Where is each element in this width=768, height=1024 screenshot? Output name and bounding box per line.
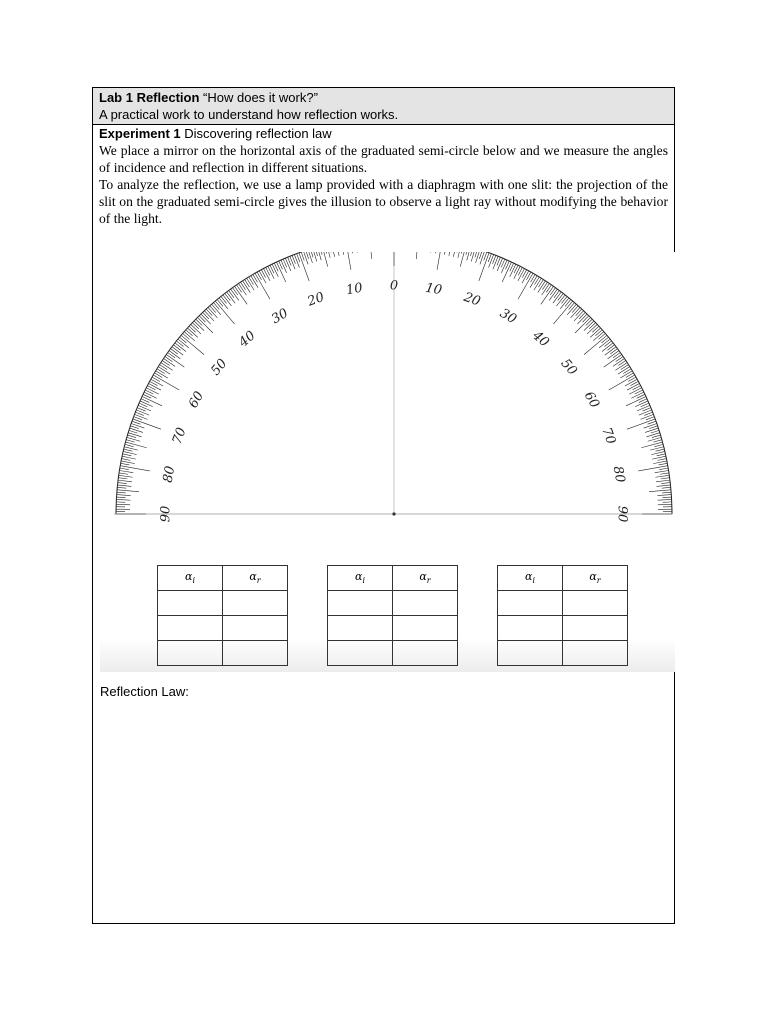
tick-mark (117, 490, 139, 492)
tick-mark (467, 252, 471, 260)
tick-mark (299, 253, 309, 281)
tick-mark (146, 388, 158, 394)
tick-mark (627, 419, 655, 429)
alpha-i-header: $\alpha_i$ (158, 566, 223, 591)
tick-mark (572, 306, 578, 313)
protractor-label: 40 (529, 328, 552, 351)
tick-mark (253, 274, 258, 282)
tick-mark (638, 466, 668, 471)
tick-mark (565, 299, 571, 306)
tick-mark (471, 252, 475, 262)
tick-mark (118, 478, 127, 479)
tick-mark (576, 309, 582, 316)
tick-mark (127, 435, 136, 438)
alpha-r-header: $\alpha_r$ (223, 566, 288, 591)
tick-mark (558, 293, 563, 300)
tick-mark (431, 252, 433, 253)
tick-mark (657, 485, 671, 486)
measurement-table-3 (497, 565, 628, 666)
tick-mark (613, 353, 620, 358)
tick-mark (526, 272, 530, 280)
tick-mark (542, 282, 547, 290)
tick-mark (639, 410, 652, 415)
table-cell[interactable] (328, 641, 393, 666)
tick-mark (121, 461, 135, 464)
tick-mark (479, 252, 482, 259)
tick-mark (655, 471, 669, 473)
tick-mark (317, 252, 321, 260)
alpha-i-header: $\alpha_i$ (328, 566, 393, 591)
table-cell[interactable] (393, 641, 458, 666)
tick-mark (657, 495, 671, 496)
tick-mark (561, 296, 567, 303)
tick-mark (569, 303, 575, 310)
tick-mark (645, 428, 658, 432)
tick-mark (514, 266, 520, 278)
tick-mark (122, 456, 136, 459)
tick-mark (510, 264, 516, 277)
protractor-diagram (100, 252, 675, 552)
tick-mark (659, 463, 668, 465)
tick-mark (249, 277, 254, 285)
tick-mark (627, 383, 639, 390)
tick-mark (595, 330, 602, 336)
tick-mark (233, 288, 238, 295)
tick-mark (125, 444, 134, 446)
tick-mark (658, 499, 672, 500)
tick-mark (197, 317, 213, 333)
protractor-label: 10 (424, 280, 444, 299)
tick-mark (351, 252, 353, 253)
tick-mark (502, 262, 511, 282)
tick-mark (658, 459, 667, 461)
lab-question: “How does it work?” (203, 90, 318, 105)
tick-mark (119, 475, 133, 477)
tick-mark (501, 260, 507, 273)
tick-mark (206, 309, 212, 316)
tick-mark (229, 291, 234, 298)
tick-mark (320, 252, 322, 255)
tick-mark (157, 369, 165, 374)
tick-mark (599, 333, 606, 339)
tick-mark (285, 258, 290, 271)
tick-mark (294, 254, 299, 267)
tick-mark (120, 466, 150, 471)
tick-mark (449, 252, 452, 256)
tick-mark (493, 256, 498, 269)
tick-mark (315, 252, 318, 256)
tick-mark (584, 335, 607, 354)
tick-mark (662, 492, 671, 493)
protractor-label: 20 (461, 289, 483, 310)
experiment-paragraph-2: To analyze the reflection, we use a lamp provided with a diaphragm with one slit: the projection of the slit on the graduated semi-circle gives the illusion to observe a light ray without modifying the behavior of the light. (99, 177, 668, 226)
tick-mark (241, 282, 246, 290)
tick-mark (268, 266, 274, 278)
protractor-label: 70 (169, 425, 190, 447)
tick-mark (118, 485, 132, 486)
tick-mark (416, 252, 418, 259)
tick-mark (154, 373, 162, 378)
tick-mark (470, 252, 473, 256)
tick-mark (621, 365, 629, 370)
tick-mark (651, 430, 660, 433)
tick-mark (661, 483, 670, 484)
tick-mark (168, 353, 175, 358)
measurement-table-2 (327, 565, 458, 666)
tick-mark (290, 256, 295, 269)
protractor-label: 80 (160, 464, 179, 484)
tick-mark (117, 487, 126, 488)
experiment-title: Discovering reflection law (184, 126, 332, 141)
tick-mark (117, 495, 131, 496)
tick-mark (659, 468, 668, 469)
tick-mark (586, 319, 592, 325)
tick-mark (355, 252, 357, 253)
tick-mark (263, 269, 270, 281)
tick-mark (215, 301, 234, 324)
tick-mark (125, 442, 146, 448)
tick-mark (322, 252, 328, 267)
tick-mark (602, 337, 609, 343)
protractor-label: 60 (580, 389, 603, 411)
tick-mark (640, 414, 653, 419)
tick-mark (245, 280, 250, 288)
tick-mark (134, 414, 147, 419)
alpha-i-header: $\alpha_i$ (498, 566, 563, 591)
tick-mark (237, 285, 242, 292)
tick-mark (331, 252, 334, 257)
tick-mark (631, 392, 644, 398)
tick-mark (623, 369, 631, 374)
table-cell[interactable] (563, 591, 628, 616)
tick-mark (142, 397, 162, 406)
table-cell[interactable] (498, 591, 563, 616)
table-cell[interactable] (223, 616, 288, 641)
tick-mark (336, 252, 339, 256)
table-cell[interactable] (223, 591, 288, 616)
alpha-r-header: $\alpha_r$ (393, 566, 458, 591)
tick-mark (661, 478, 670, 479)
tick-mark (257, 272, 261, 280)
tick-mark (546, 285, 551, 292)
experiment-section (99, 125, 668, 227)
table-cell[interactable] (498, 616, 563, 641)
tick-mark (120, 468, 129, 469)
tick-mark (217, 299, 223, 306)
table-cell[interactable] (393, 591, 458, 616)
tick-mark (221, 296, 227, 303)
tick-mark (277, 262, 286, 282)
table-cell[interactable] (158, 616, 223, 641)
protractor-label: 90 (614, 505, 630, 523)
tick-mark (306, 252, 309, 259)
protractor-figure (100, 252, 675, 672)
tick-mark (652, 456, 666, 459)
tick-mark (453, 252, 456, 257)
tick-mark (662, 487, 671, 488)
table-cell[interactable] (328, 616, 393, 641)
tick-mark (310, 252, 313, 257)
tick-mark (461, 252, 463, 254)
tick-mark (660, 473, 669, 474)
protractor-label: 30 (497, 305, 519, 328)
tick-mark (484, 252, 487, 260)
tick-mark (128, 433, 141, 437)
protractor-label: 90 (158, 505, 174, 523)
tick-mark (497, 258, 502, 271)
tick-mark (458, 252, 461, 258)
tick-mark (126, 440, 135, 442)
table-cell[interactable] (158, 641, 223, 666)
tick-mark (646, 433, 659, 437)
tick-mark (653, 440, 662, 442)
table-cell[interactable] (393, 616, 458, 641)
tick-mark (657, 454, 666, 456)
tick-mark (199, 316, 205, 322)
tick-mark (133, 419, 161, 429)
tick-mark (618, 361, 626, 366)
tick-mark (626, 373, 634, 378)
tick-mark (550, 288, 555, 295)
tick-mark (479, 253, 489, 281)
tick-mark (607, 345, 614, 350)
tick-mark (119, 471, 133, 473)
tick-mark (210, 306, 216, 313)
tick-mark (370, 252, 372, 259)
tick-mark (637, 405, 650, 410)
tick-mark (117, 497, 126, 498)
tick-mark (535, 277, 540, 285)
tick-mark (444, 252, 447, 255)
tick-mark (583, 316, 589, 322)
tick-mark (655, 475, 669, 477)
tick-mark (130, 426, 139, 429)
tick-mark (189, 326, 196, 332)
tick-mark (626, 397, 646, 406)
tick-mark (652, 435, 661, 438)
protractor-label: 40 (236, 328, 259, 351)
tick-mark (136, 410, 149, 415)
tick-mark (281, 260, 287, 273)
tick-mark (179, 337, 186, 343)
tick-mark (605, 341, 612, 347)
tick-mark (654, 444, 663, 446)
lab-subtitle: A practical work to understand how reflection works. (99, 107, 399, 122)
tick-mark (116, 499, 130, 500)
tick-mark (183, 333, 190, 339)
tick-mark (539, 280, 544, 288)
tick-mark (225, 293, 230, 300)
protractor-label: 0 (389, 278, 399, 294)
tick-mark (129, 430, 138, 433)
table-cell[interactable] (563, 616, 628, 641)
tick-mark (437, 252, 442, 270)
tick-mark (117, 492, 126, 493)
protractor-label: 50 (557, 356, 580, 379)
tick-mark (171, 349, 178, 354)
center-point (392, 512, 395, 515)
protractor-label: 70 (598, 425, 619, 447)
tick-mark (192, 323, 199, 329)
tick-mark (648, 421, 656, 424)
tick-mark (629, 388, 641, 394)
tick-mark (121, 463, 130, 465)
tick-mark (122, 459, 131, 461)
tick-mark (663, 497, 672, 498)
tick-mark (644, 423, 657, 428)
protractor-label: 60 (185, 389, 208, 411)
tick-mark (144, 392, 157, 398)
tick-mark (324, 252, 326, 254)
tick-mark (313, 252, 317, 262)
alpha-r-header: $\alpha_r$ (563, 566, 628, 591)
tick-mark (466, 252, 468, 255)
tick-mark (152, 377, 160, 381)
tick-mark (346, 252, 351, 270)
tick-mark (173, 345, 180, 350)
tick-mark (327, 252, 330, 258)
tick-mark (303, 252, 308, 264)
tick-mark (610, 349, 617, 354)
tick-mark (579, 312, 585, 319)
tick-mark (649, 490, 671, 492)
tick-mark (124, 449, 133, 451)
tick-mark (181, 335, 204, 354)
tick-mark (130, 428, 143, 432)
tick-mark (575, 317, 591, 333)
experiment-paragraph-1: We place a mirror on the horizontal axis of the graduated semi-circle below and we measure the angles of incidence and reflection in different situations. (99, 143, 668, 175)
tick-mark (118, 483, 127, 484)
tick-mark (213, 303, 219, 310)
tick-mark (140, 401, 153, 407)
protractor-label: 10 (344, 280, 364, 299)
tick-mark (656, 449, 665, 451)
tick-mark (118, 480, 132, 482)
tick-mark (460, 252, 466, 267)
tick-mark (489, 254, 494, 267)
tick-mark (553, 301, 572, 324)
table-cell[interactable] (158, 591, 223, 616)
tick-mark (301, 252, 304, 260)
tick-mark (475, 252, 478, 257)
tick-mark (272, 264, 278, 277)
tick-mark (165, 357, 172, 362)
tick-mark (531, 274, 536, 282)
protractor-label: 30 (269, 305, 291, 328)
tick-mark (186, 330, 193, 336)
tick-mark (203, 312, 209, 319)
table-cell[interactable] (223, 641, 288, 666)
tick-mark (635, 401, 648, 407)
measurement-table-1 (157, 565, 288, 666)
tick-mark (480, 252, 485, 264)
tick-mark (162, 361, 170, 366)
tick-mark (653, 461, 667, 464)
protractor-label: 50 (208, 356, 231, 379)
tick-mark (138, 405, 151, 410)
tick-mark (641, 442, 662, 448)
tick-mark (589, 323, 596, 329)
tick-mark (649, 426, 658, 429)
lab-label: Lab 1 Reflection (99, 90, 200, 105)
tick-mark (131, 423, 144, 428)
table-cell[interactable] (498, 641, 563, 666)
tick-mark (149, 383, 161, 390)
tick-mark (656, 480, 670, 482)
tick-mark (196, 319, 202, 325)
tick-mark (176, 341, 183, 347)
tick-mark (554, 291, 559, 298)
tick-mark (518, 269, 525, 281)
tick-mark (132, 421, 140, 424)
experiment-label: Experiment 1 (99, 126, 181, 141)
tick-mark (628, 377, 636, 381)
tick-mark (616, 357, 623, 362)
reflection-law-label: Reflection Law: (100, 684, 189, 699)
tick-mark (592, 326, 599, 332)
protractor-label: 80 (609, 464, 628, 484)
table-cell[interactable] (563, 641, 628, 666)
tick-mark (435, 252, 437, 253)
tick-mark (119, 473, 128, 474)
table-cell[interactable] (328, 591, 393, 616)
protractor-label: 20 (305, 289, 327, 310)
lab-header (93, 88, 674, 125)
tick-mark (341, 252, 344, 255)
tick-mark (160, 365, 168, 370)
tick-mark (123, 454, 132, 456)
